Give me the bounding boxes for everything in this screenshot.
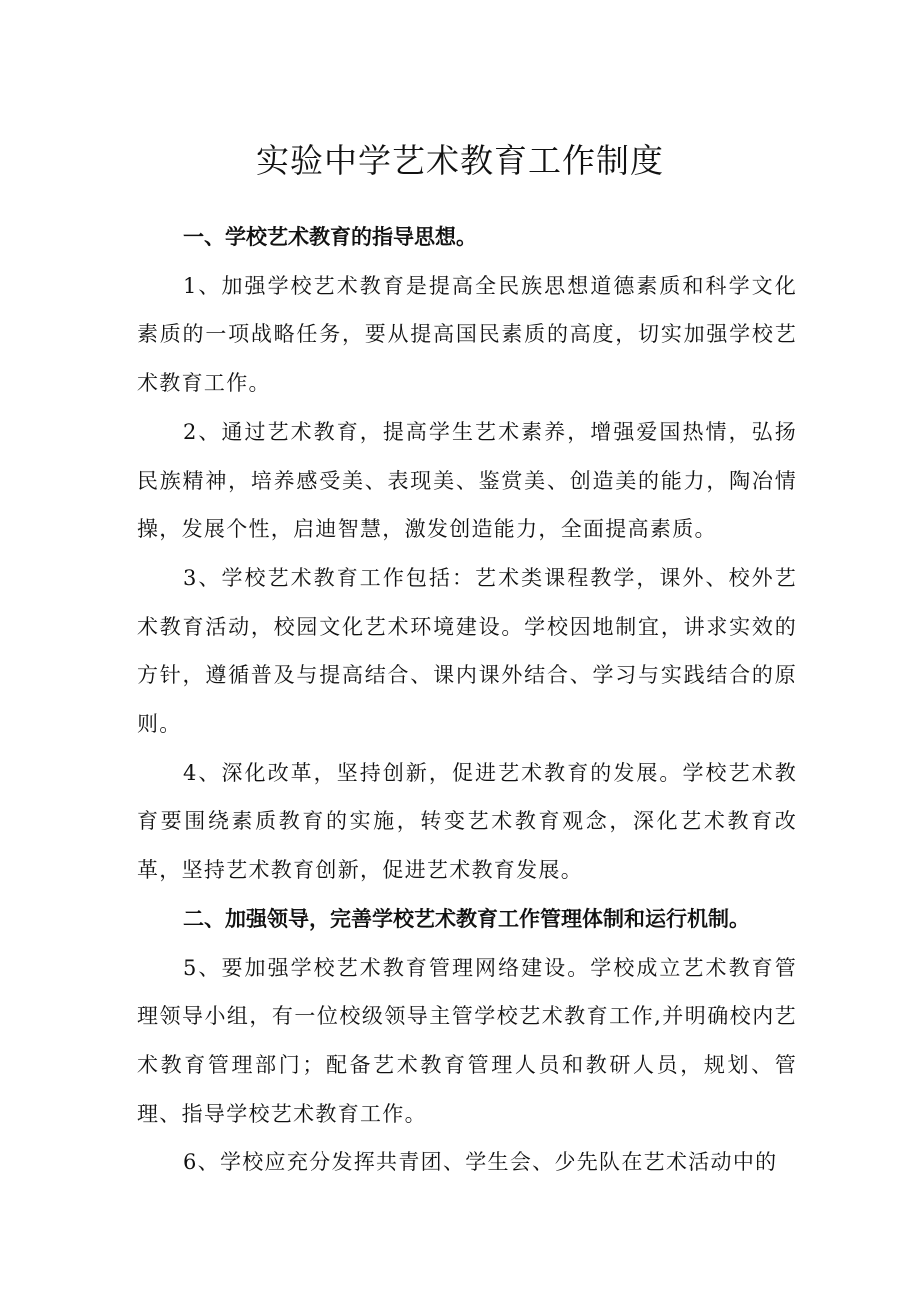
section-heading: 二、加强领导，完善学校艺术教育工作管理体制和运行机制。 bbox=[183, 906, 750, 931]
paragraph: 6、学校应充分发挥共青团、学生会、少先队在艺术活动中的 bbox=[183, 1150, 778, 1175]
document-title: 实验中学艺术教育工作制度 bbox=[256, 141, 664, 180]
paragraph: 2、通过艺术教育，提高学生艺术素养，增强爱国热情，弘扬民族精神，培养感受美、表现美、鉴赏美、创造美的能力，陶冶情操，发展个性，启迪智慧，激发创造能力，全面提高素质。 bbox=[137, 419, 797, 542]
paragraph: 1、加强学校艺术教育是提高全民族思想道德素质和科学文化素质的一项战略任务，要从提高国民素质的高度，切实加强学校艺术教育工作。 bbox=[137, 273, 797, 396]
paragraph: 3、学校艺术教育工作包括：艺术类课程教学，课外、校外艺术教育活动，校园文化艺术环境建设。学校因地制宜，讲求实效的方针，遵循普及与提高结合、课内课外结合、学习与实践结合的原则。 bbox=[137, 565, 797, 737]
document-body bbox=[137, 213, 797, 1187]
paragraph: 5、要加强学校艺术教育管理网络建设。学校成立艺术教育管理领导小组，有一位校级领导主管学校艺术教育工作,并明确校内艺术教育管理部门；配备艺术教育管理人员和教研人员，规划、管理、指导学校艺术教育工作。 bbox=[137, 955, 797, 1126]
section-heading: 一、学校艺术教育的指导思想。 bbox=[183, 225, 477, 249]
paragraph: 4、深化改革，坚持创新，促进艺术教育的发展。学校艺术教育要围绕素质教育的实施，转变艺术教育观念，深化艺术教育改革，坚持艺术教育创新，促进艺术教育发展。 bbox=[137, 760, 797, 883]
